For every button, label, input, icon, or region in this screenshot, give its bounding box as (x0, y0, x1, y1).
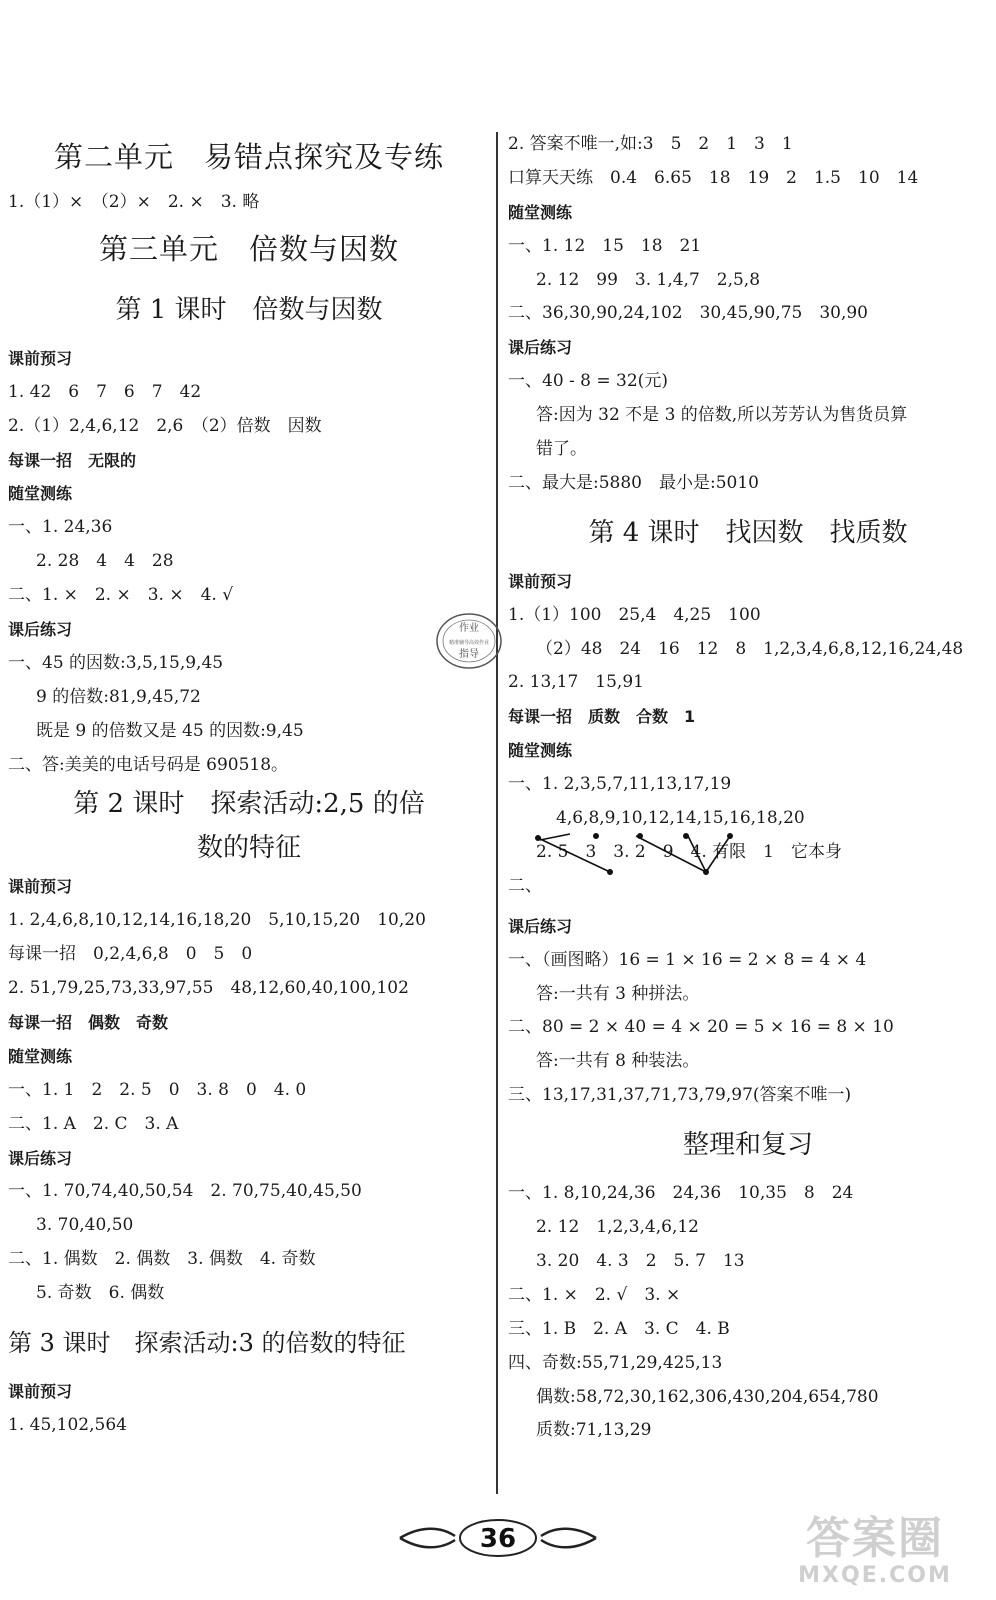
left-line-8: 随堂测练 (8, 484, 73, 504)
right-line-28: 整理和复习 (682, 1130, 813, 1161)
right-line-5: 二、36,30,90,24,102 30,45,90,75 30,90 (508, 303, 868, 324)
left-line-24: 随堂测练 (8, 1046, 73, 1066)
stamp-line3: 指导 (459, 649, 479, 660)
left-line-27: 课后练习 (8, 1148, 73, 1168)
right-line-32: 二、1. × 2. √ 3. × (508, 1284, 681, 1305)
matching-line-0 (538, 838, 610, 872)
right-line-24: 答:一共有 3 种拼法。 (536, 983, 700, 1004)
right-line-34: 四、奇数:55,71,29,425,13 (508, 1352, 723, 1373)
matching-dot-1 (593, 833, 599, 839)
left-line-31: 5. 奇数 6. 偶数 (36, 1283, 165, 1304)
right-line-17: 随堂测练 (508, 741, 573, 761)
matching-line-4 (706, 836, 730, 872)
left-line-3: 第 1 课时 倍数与因数 (115, 294, 383, 325)
right-line-36: 质数:71,13,29 (536, 1420, 652, 1441)
matching-dot-2 (637, 833, 643, 839)
left-line-17: 第 2 课时 探索活动:2,5 的倍 (73, 789, 425, 820)
left-line-22: 2. 51,79,25,73,33,97,55 48,12,60,40,100,102 (8, 978, 409, 999)
homework-stamp (434, 610, 504, 672)
left-line-33: 课前预习 (8, 1382, 73, 1402)
right-line-19: 4,6,8,9,10,12,14,15,16,18,20 (556, 808, 805, 829)
right-column (508, 128, 988, 1448)
right-line-33: 三、1. B 2. A 3. C 4. B (508, 1318, 730, 1339)
watermark-logo: 答案圈 (806, 1513, 944, 1564)
right-line-29: 一、1. 8,10,24,36 24,36 10,35 8 24 (508, 1183, 854, 1204)
matching-dot-3 (683, 833, 689, 839)
matching-dot-4 (727, 833, 733, 839)
site-watermark (770, 1514, 980, 1594)
left-line-6: 2.（1）2,4,6,12 2,6 （2）倍数 因数 (8, 415, 322, 436)
right-line-31: 3. 20 4. 3 2 5. 7 13 (536, 1250, 745, 1271)
right-line-7: 一、40 - 8 = 32(元) (508, 371, 668, 392)
left-line-26: 二、1. A 2. C 3. A (8, 1113, 179, 1134)
left-line-9: 一、1. 24,36 (8, 517, 113, 538)
left-line-32: 第 3 课时 探索活动:3 的倍数的特征 (8, 1329, 406, 1358)
right-line-10: 二、最大是:5880 最小是:5010 (508, 472, 759, 493)
matching-dot-0 (535, 835, 541, 841)
page-number: 36 (479, 1524, 517, 1554)
right-line-25: 二、80 = 2 × 40 = 4 × 20 = 5 × 16 = 8 × 10 (508, 1017, 894, 1038)
right-line-18: 一、1. 2,3,5,7,11,13,17,19 (508, 774, 732, 795)
right-line-30: 2. 12 1,2,3,4,6,12 (536, 1217, 699, 1238)
right-line-1: 口算天天练 0.4 6.65 18 19 2 1.5 10 14 (508, 167, 919, 188)
left-line-28: 一、1. 70,74,40,50,54 2. 70,75,40,45,50 (8, 1181, 362, 1202)
left-line-25: 一、1. 1 2 2. 5 0 3. 8 0 4. 0 (8, 1079, 307, 1100)
left-line-13: 一、45 的因数:3,5,15,9,45 (8, 652, 224, 673)
right-line-35: 偶数:58,72,30,162,306,430,204,654,780 (536, 1386, 879, 1407)
right-line-20: 2. 5 3 3. 2 9 4. 有限 1 它本身 (536, 841, 842, 862)
left-line-1: 1.（1）× （2）× 2. × 3. 略 (8, 192, 260, 212)
watermark-url: MXQE.COM (798, 1563, 952, 1588)
right-line-0: 2. 答案不唯一,如:3 5 2 1 3 1 (508, 134, 793, 154)
left-column (8, 128, 490, 1443)
left-line-19: 课前预习 (8, 877, 73, 897)
right-line-6: 课后练习 (508, 338, 573, 358)
right-line-12: 课前预习 (508, 571, 573, 591)
right-line-8: 答:因为 32 不是 3 的倍数,所以芳芳认为售货员算 (536, 405, 908, 426)
right-line-23: 一、（画图略）16 = 1 × 16 = 2 × 8 = 4 × 4 (508, 949, 867, 970)
right-line-9: 错了。 (536, 439, 587, 460)
stamp-line2: 精准辅导高效作业 (448, 640, 490, 646)
left-line-7: 每课一招 无限的 (8, 450, 137, 470)
left-line-30: 二、1. 偶数 2. 偶数 3. 偶数 4. 奇数 (8, 1249, 316, 1270)
left-line-15: 既是 9 的倍数又是 45 的因数:9,45 (36, 720, 304, 741)
left-line-12: 课后练习 (8, 620, 73, 640)
left-line-14: 9 的倍数:81,9,45,72 (36, 686, 201, 707)
left-line-29: 3. 70,40,50 (36, 1215, 134, 1236)
matching-lines-diagram (528, 832, 748, 880)
matching-line-2 (636, 836, 706, 872)
matching-line-1 (540, 834, 570, 840)
column-divider (496, 132, 498, 1494)
left-line-16: 二、答:美美的电话号码是 690518。 (8, 754, 289, 775)
left-line-2: 第三单元 倍数与因数 (98, 231, 399, 266)
matching-dot-6 (703, 869, 709, 875)
right-line-21: 二、 (508, 870, 988, 910)
right-line-14: （2）48 24 16 12 8 1,2,3,4,6,8,12,16,24,48 (536, 638, 964, 659)
left-line-23: 每课一招 偶数 奇数 (8, 1013, 169, 1033)
left-line-0: 第二单元 易错点探究及专练 (53, 140, 444, 174)
right-line-15: 2. 13,17 15,91 (508, 672, 644, 693)
right-line-13: 1.（1）100 25,4 4,25 100 (508, 604, 761, 625)
right-line-4: 2. 12 99 3. 1,4,7 2,5,8 (536, 269, 761, 290)
left-line-4: 课前预习 (8, 348, 73, 368)
left-line-10: 2. 28 4 4 28 (36, 551, 174, 572)
stamp-line1: 作业 (459, 623, 479, 634)
right-line-3: 一、1. 12 15 18 21 (508, 235, 702, 256)
left-line-5: 1. 42 6 7 6 7 42 (8, 381, 202, 402)
right-line-27: 三、13,17,31,37,71,73,79,97(答案不唯一) (508, 1085, 852, 1106)
left-line-20: 1. 2,4,6,8,10,12,14,16,18,20 5,10,15,20 10,20 (8, 910, 426, 931)
right-line-2: 随堂测练 (508, 202, 573, 222)
right-line-11: 第 4 课时 找因数 找质数 (588, 517, 908, 548)
right-line-22: 课后练习 (508, 916, 573, 936)
left-line-34: 1. 45,102,564 (8, 1414, 127, 1435)
right-line-26: 答:一共有 8 种装法。 (536, 1051, 700, 1072)
left-line-11: 二、1. × 2. × 3. × 4. √ (8, 585, 234, 606)
right-line-16: 每课一招 质数 合数 1 (508, 707, 696, 727)
left-line-18: 数的特征 (196, 833, 301, 864)
left-line-21: 每课一招 0,2,4,6,8 0 5 0 (8, 944, 253, 965)
matching-dot-5 (607, 869, 613, 875)
